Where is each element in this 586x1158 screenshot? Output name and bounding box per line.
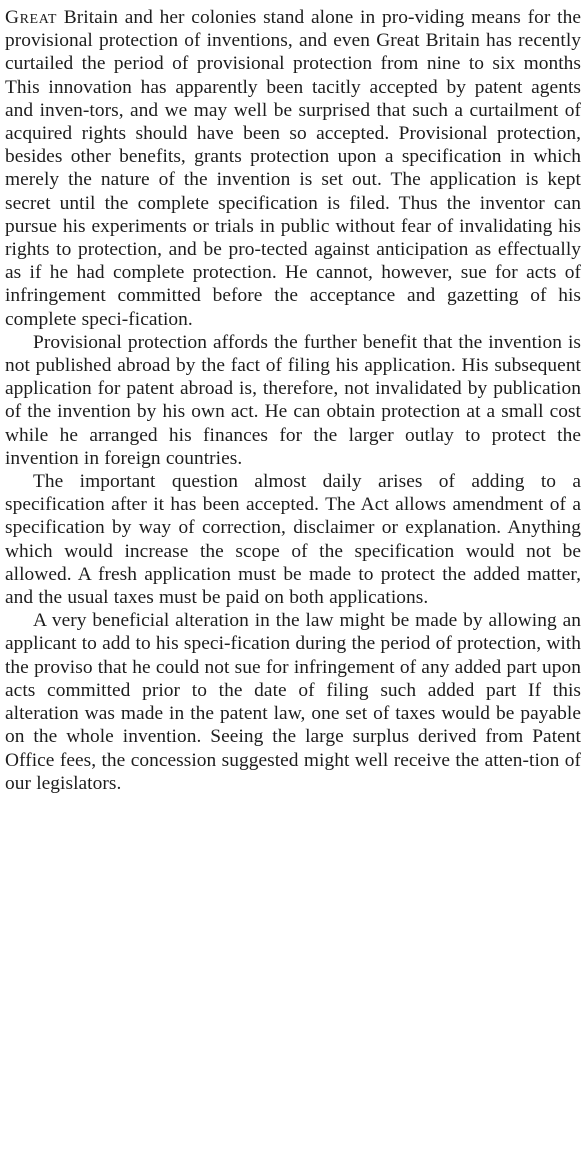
paragraph-2: Provisional protection affords the further benefit that the invention is not published abroad by the fact of filing his application. His subsequent application for patent abroad is, therefore, not invalidated by publication of the invention by his own act. He can obtain protection at a small cost while he arranged his finances for the larger outlay to protect the invention in foreign countries.: [5, 331, 581, 469]
paragraph-1-lead-word: Great: [5, 7, 58, 28]
paragraph-3: The important question almost daily arises of adding to a specification after it has been accepted. The Act allows amendment of a specification by way of correction, disclaimer or explanation. Anything which would increase the scope of the specification would not be allowed. A fresh application must be made to protect the added matter, and the usual taxes must be paid on both applications.: [5, 471, 581, 609]
paragraph-1-text: Britain and her colonies stand alone in pro-viding means for the provisional protection of inventions, and even Great Britain has recently curtailed the period of provisional protection from nine to six months This innovation has apparently been tacitly accepted by patent agents and inven-tors, and we may well be surprised that such a curtailment of acquired rights should have been so accepted. Provisional protection, besides other benefits, grants protection upon a specification in which merely the nature of the invention is set out. The application is kept secret until the complete specification is filed. Thus the inventor can pursue his experiments or trials in public without fear of invalidating his rights to protection, and be pro-tected against anticipation as effectually as if he had complete protection. He cannot, however, sue for acts of infringement committed before the acceptance and gazetting of his complete speci-fication.: [5, 7, 581, 330]
paragraph-4: A very beneficial alteration in the law might be made by allowing an applicant to add to his speci-fication during the period of protection, with the proviso that he could not sue for infringement of any added part upon acts committed prior to the date of filing such added part If this alteration was made in the patent law, one set of taxes would be payable on the whole invention. Seeing the large surplus derived from Patent Office fees, the concession suggested might well receive the atten-tion of our legislators.: [5, 610, 581, 794]
paragraph-1: [5, 6, 581, 331]
